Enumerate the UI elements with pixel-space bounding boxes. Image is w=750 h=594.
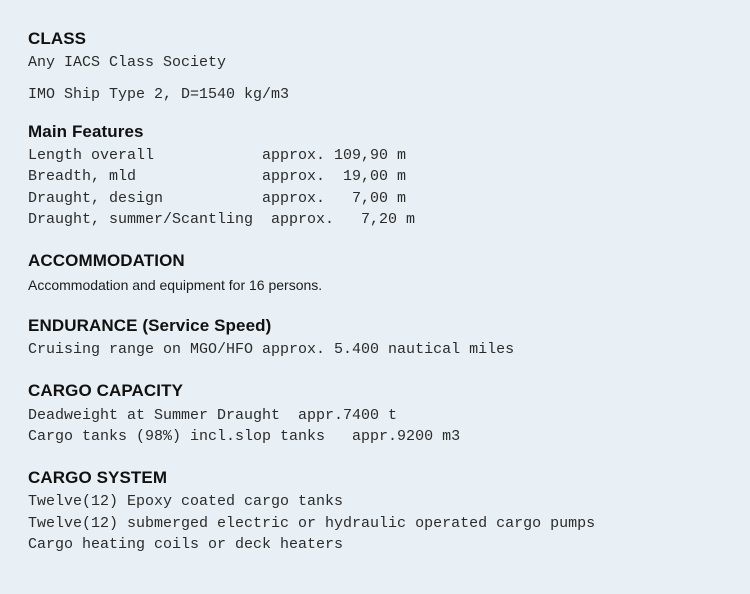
spacer <box>28 105 724 121</box>
section-main-features <box>28 121 724 230</box>
spacer <box>28 360 724 380</box>
class-line-2: IMO Ship Type 2, D=1540 kg/m3 <box>28 85 290 103</box>
spacer <box>28 230 724 250</box>
section-endurance <box>28 315 724 361</box>
section-heading-endurance: ENDURANCE (Service Speed) <box>28 315 272 335</box>
spacer <box>28 74 724 84</box>
cargo-system-line-2: Twelve(12) submerged electric or hydraulic operated cargo pumps <box>28 514 596 532</box>
section-heading-main-features: Main Features <box>28 121 144 141</box>
section-heading-cargo-system: CARGO SYSTEM <box>28 468 168 488</box>
class-line-1: Any IACS Class Society <box>28 54 227 72</box>
section-heading-cargo-capacity: CARGO CAPACITY <box>28 381 184 401</box>
endurance-line-1: Cruising range on MGO/HFO approx. 5.400 nautical miles <box>28 341 515 359</box>
section-cargo-system <box>28 467 724 555</box>
spec-row-length-overall: Length overall approx. 109,90 m <box>28 147 407 165</box>
cargo-capacity-line-1: Deadweight at Summer Draught appr.7400 t <box>28 406 398 424</box>
spec-row-draught-summer: Draught, summer/Scantling approx. 7,20 m <box>28 210 416 228</box>
cargo-capacity-line-2: Cargo tanks (98%) incl.slop tanks appr.9200 m3 <box>28 427 461 445</box>
spacer <box>28 447 724 467</box>
section-accommodation <box>28 250 724 295</box>
section-heading-class: CLASS <box>28 29 87 48</box>
accommodation-line-1: Accommodation and equipment for 16 persons. <box>28 276 323 293</box>
spec-row-breadth: Breadth, mld approx. 19,00 m <box>28 168 407 186</box>
section-class <box>28 28 724 105</box>
section-heading-accommodation: ACCOMMODATION <box>28 251 185 271</box>
spec-row-draught-design: Draught, design approx. 7,00 m <box>28 189 407 207</box>
cargo-system-line-1: Twelve(12) Epoxy coated cargo tanks <box>28 493 344 511</box>
spacer <box>28 295 724 315</box>
cargo-system-line-3: Cargo heating coils or deck heaters <box>28 536 344 554</box>
section-cargo-capacity <box>28 380 724 447</box>
